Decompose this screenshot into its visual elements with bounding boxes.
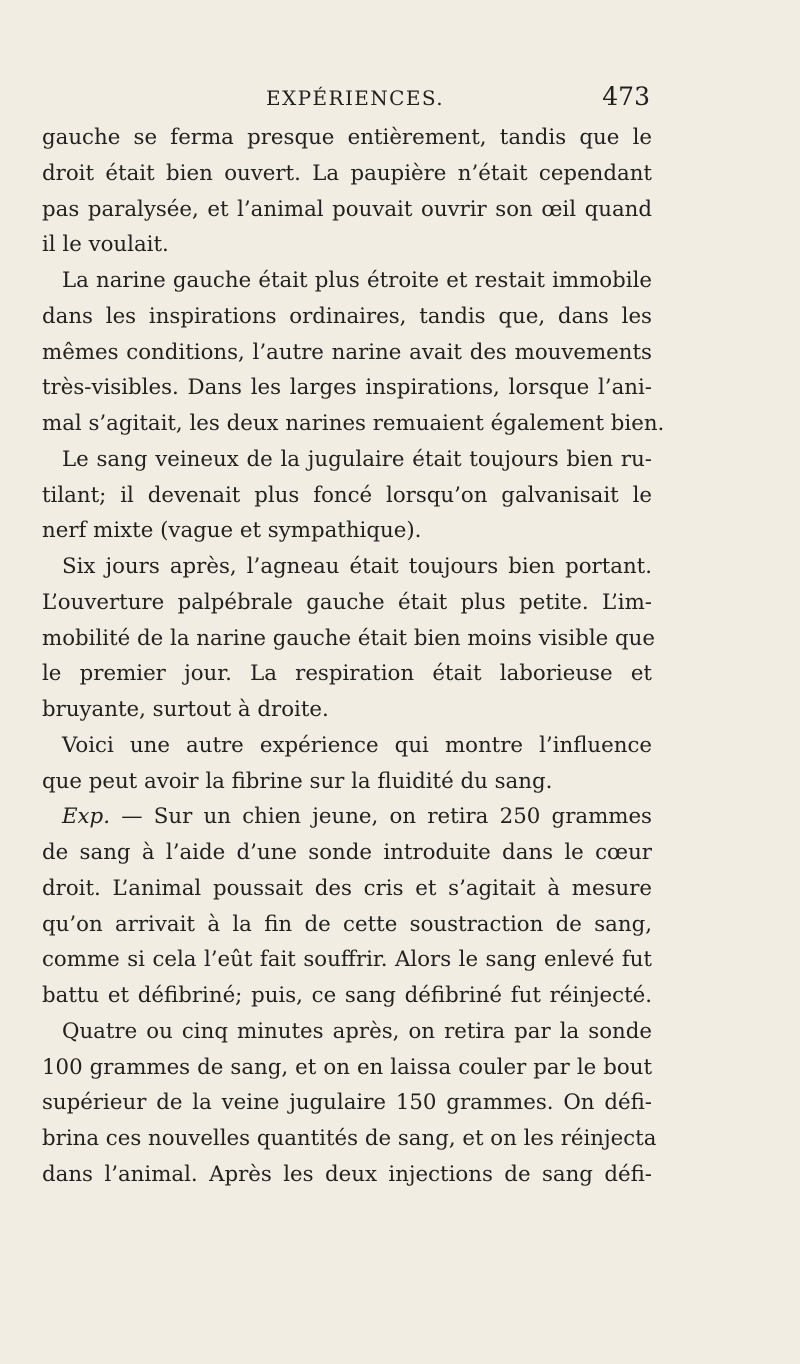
page-number: 473 [602, 82, 650, 111]
experiment-text: — Sur un chien jeune, on retira 250 grammes [121, 804, 652, 830]
text-line: mobilité de la narine gauche était bien moins visible que [42, 625, 655, 651]
experiment-label: Exp. [62, 804, 110, 830]
text-line: tilant; il devenait plus foncé lorsqu’on galvanisait le [42, 482, 652, 508]
paragraph-first-line: Voici une autre expérience qui montre l’influence [62, 732, 652, 758]
text-line: droit. L’animal poussait des cris et s’agitait à mesure [42, 875, 652, 901]
text-line: brina ces nouvelles quantités de sang, et on les réinjecta [42, 1126, 657, 1151]
text-line: gauche se ferma presque entièrement, tandis que le [42, 125, 652, 150]
text-line: de sang à l’aide d’une sonde introduite dans le cœur [42, 840, 652, 865]
text-line: que peut avoir la fibrine sur la fluidité du sang. [42, 768, 553, 794]
text-line: battu et défibriné; puis, ce sang défibriné fut réinjecté. [42, 983, 652, 1008]
running-title: EXPÉRIENCES. [266, 86, 445, 110]
text-line: bruyante, surtout à droite. [42, 697, 329, 722]
text-line: comme si cela l’eût fait souffrir. Alors le sang enlevé fut [42, 947, 652, 973]
text-line: mêmes conditions, l’autre narine avait des mouvements [42, 339, 652, 365]
text-line: supérieur de la veine jugulaire 150 grammes. On défi- [42, 1090, 652, 1116]
text-line: droit était bien ouvert. La paupière n’était cependant [42, 160, 652, 186]
paragraph-first-line: Six jours après, l’agneau était toujours bien portant. [62, 554, 652, 579]
text-line: qu’on arrivait à la fin de cette soustraction de sang, [42, 911, 652, 937]
paragraph-first-line: La narine gauche était plus étroite et restait immobile [62, 268, 652, 293]
paragraph-first-line: Quatre ou cinq minutes après, on retira par la sonde [62, 1018, 652, 1044]
text-line: L’ouverture palpébrale gauche était plus petite. L’im- [42, 589, 652, 615]
text-line: il le voulait. [42, 232, 169, 258]
text-line: dans les inspirations ordinaires, tandis que, dans les [42, 303, 652, 329]
experiment-line [42, 799, 652, 835]
text-line: nerf mixte (vague et sympathique). [42, 518, 422, 544]
paragraph-first-line: Le sang veineux de la jugulaire était toujours bien ru- [62, 446, 652, 472]
page-header [0, 82, 800, 116]
text-line: 100 grammes de sang, et on en laissa couler par le bout [42, 1054, 652, 1080]
body-text [42, 120, 665, 1193]
text-line: le premier jour. La respiration était laborieuse et [42, 661, 652, 687]
text-line: dans l’animal. Après les deux injections de sang défi- [42, 1161, 652, 1187]
text-line: mal s’agitait, les deux narines remuaient également bien. [42, 411, 665, 436]
text-line: pas paralysée, et l’animal pouvait ouvrir son œil quand [42, 196, 652, 222]
text-line: très-visibles. Dans les larges inspirations, lorsque l’ani- [42, 375, 652, 401]
